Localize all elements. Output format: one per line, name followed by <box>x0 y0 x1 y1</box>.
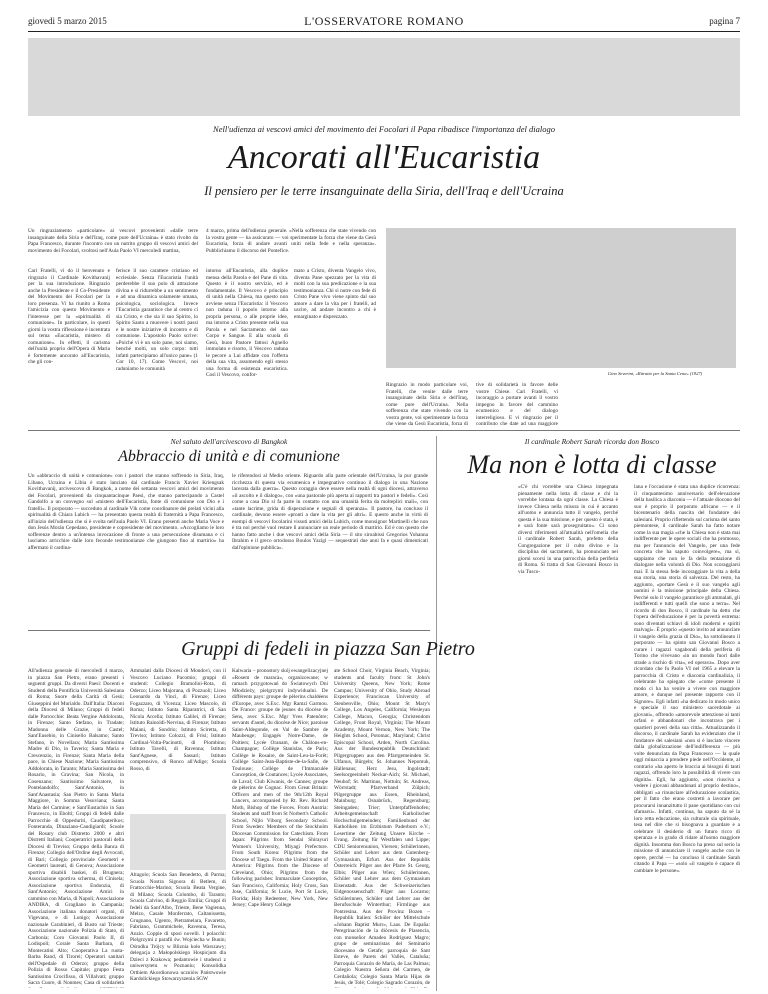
column-divider <box>436 436 437 991</box>
groups-col-4: Kalwaria – pronostory skój ewangelizacyjnej «Rosem de maracà», organizowane; w ramach przygotowań do Światowych Dni Młodzieży, pielgrzymi indywidualni. De différents pays: groupe de pèlerins chaldéens d'Europe, avec S.Exc. Mgr Ramzi Garmou. De France: groupe de jeunes du diocèse de Sens, avec S.Exc. Mgr Yves Patenôtre; servants d'autel, du diocèse de Nice; paroisse Saint-Aldegonde, en Val de Sambre de Maubeuge; Engagés Notre-Dame, de Poitiers; Lycée Oranam, de Châlons-en-Champagne; Collège Stanislas, de Paris; Collège le Rosaire, de Saint-Leu-la-Forêt; Collège Saint-Jean-Baptiste-de-la-Salle, de Toulouse; Collège de l'Immaculée Conception, de Coutances; Lycée Associates, de Laval; Club Kiwanis, de Cannes; groupe de pèlerins de Cognac. From Great Britain: Officers and men of the 9th/12th Royal Lancers, accompanied by Rt. Rev. Richard Moth, Bishop of the Forces. From Austria: Students and staff from St Norbert's Catholic School, Nijlo Viborg Secondary School. From Sweden: Members of the Stockholm Diocesan Commission for Catechism. From Japan: Pilgrims from Sendai Shirayuri Women's University, Miyagi Prefecture. From South Korea: Pilgrims from the Diocese of Taegu. From the United States of America: Pilgrims from the Diocese of Cleveland, Ohio; Pilgrims from the following parishes: Immaculate Conception, San Francisco, California; Holy Cross, San Jose, California; St Lucie, Port St Lucie, Florida; Holy Redeemer, New York, New Jersey; Cape Henry College <box>232 668 328 908</box>
lead-intro-2: 4 marzo, prima dell'udienza generale. «Nella sofferenza che state vivendo con la vostra gente — ha assicurato — voi sperimentate la forza che viene da Gesù Eucaristia, forza di andare avanti uniti nella fede e nella speranza». Pubblichiamo il discorso del Pontefice. <box>206 228 376 254</box>
groups-col-5: ate School Choir, Virginia Beach, Virginia; students and faculty from: St John's University Queens, New York; Rome Campus; University of Ohio, Study Abroad Experience; Franciscan University of Steubenville, Ohio; Mount St Mary's College, Los Angeles, California; Wesleyan College, Macon, Georgia; Christendom College, Front Royal, Virginia; The Mount Academy, Mount Vernon, New York; The Heights School, Potomac, Maryland; Christ Episcopal School, Arden, North Carolina. Aus der Bundesrepublik Deutschland: Pilgergruppen aus den Pfarrgemeinden St. Ulfanus, Bürgeln; St. Johannes Nepomuk, Hallenaus; Herz Jesu, Ingolstadt; Seelsorgeeinheit Neckar-Aich; St. Michael, Neuhof; St. Martinus, Nottuln; St. Andreas, Wörrstadt; Pfarrverband Zülpich; Pilgergruppe aus Essen, Rheinland, Mainburg; Osnabrück, Regensburg; Steingaden; Trier; Unterpfaffenhofen; Arbeitsgemeinschaft Katholischer Hochschulgemeinden; Familienbund der Katholiken im Erzbistum Paderborn e.V.; Lesertime der Zeitung Unsere Kirche – Evang. Zeitung für Westfalen und Lippe; CDU Seniorenunion, Viersen; Schülerinnen, Schüler und Lehrer aus dem Gutenberg-Gymnasium, Erfurt. Aus der Republik Österreich: Pilger aus der Pfarre St. Georg, Elbis; Pilger aus Wien; Schülerinnen, Schüler und Lehrer aus dem Gymnasium Eisenstadt. Aus der Schweizerischen Eidgenossenschaft: Pilger aus Locarno; Schülerinnen, Schüler und Lehrer aus der Berufsschule Winterthur; Firmlinge aus Pontresina. Aus der Provinz Bozen – Republik Italien: Schüler der Mittelschule «Johann Baptist Murr», Laas. De España: Peregrinación de la diócesis de Plasencia, con monseñor Amadeo Rodríguez Magro; grupo de seminaristas del Seminario diocesano de Getafe; parroquia de Sant Esteve, de Parets del Vallès, Cataluña; Parroquia Corazón de María, de Las Palmas; Colegio Nuestra Señora del Carmen, de Cerdañola; Colegio Santa María Hijas de Jesús, de Tolé; Colegio Sagrado Corazón, de <box>334 668 430 986</box>
page-header <box>28 14 740 32</box>
lead-col-1: Cari Fratelli, vi do il benvenuto e ringrazio il Cardinale Kovithavanij per la sua introduzione. Ringrazio anche la Presidente e il Co-Presidente del Movimento dei Focolari per la loro presenza. Vi ha riunito a Roma l'amicizia con questo Movimento e l'interesse per la «spiritualità di comunione». In particolare, in questi giorni la vostra riflessione è incentrata sul tema «Eucaristia, mistero di comunione». In effetti, il carisma dell'unità proprio dell'Opera di Maria è fortemente ancorato all'Eucaristia, che gli con- <box>28 268 110 365</box>
lead-col-4: mato a Cristo, diventa Vangelo vivo, diventa Pane spezzato per la vita di molti con la sua predicazione e la sua testimonianza. Chi si nutre con fede di Cristo Pane vivo viene spinto dal suo amore a dare la vita per i fratelli, ad uscire, ad andare incontro a chi è emarginato e disprezzato. <box>294 268 376 320</box>
lead-col-5: Ringrazio in modo particolare voi, Fratelli, che venite dalle terre insanguinate della Siria e dell'Iraq, come pure dell'Ucraina. Nella sofferenza che state vivendo con la vostra gente, voi sperimentate la forza che viene da Gesù Eucaristia, forza di <box>386 382 468 426</box>
groups-col-2: Ammalati dalla Diocesi di Mondovì, con il Vescovo Luciano Pacomio; gruppi di studenti: Collegio Bramolini-Rota, di Oderzo; Liceo Majorana, di Pozzuoli; Liceo Leonardo da Vinci, di Firenze; Liceo Fogazzaro, di Vicenza; Liceo Mascolo, di Roma; Istituto Santa Riparatrici, di San Nicola Arcella; Istituto Galilei, di Firenze; Istituto Rainoldi-Nervina, di Firenze; Istituto Maiani, di Sondrio; Istituto Sciretta, di Treviso; Istituto Colozzi, di Frisi; Istituto Cardinal-Volta-Pacinotti, di Piombino; Istituto Tavelli, di Ravenna; Istituto Sant'Agnese, di Sassari; Istituto comprensivo, di Ronco all'Adige; Scuola Rosso, di <box>130 668 226 772</box>
lead-title: Ancorati all'Eucaristia <box>227 139 541 176</box>
groups-divider <box>28 630 430 631</box>
masthead: L'OSSERVATORE ROMANO <box>304 14 464 28</box>
header-illustration <box>28 38 740 116</box>
bangkok-kicker: Nel saluto dell'arcivescovo di Bangkok <box>170 437 288 446</box>
groups-col-1: All'udienza generale di mercoledì 4 marzo, in piazza San Pietro, erano presenti i seguenti gruppi. Da diversi Paesi: Docenti e Studenti della Pontificia Università Salesiana di Roma; Suore della Carità di Gesù; Giuseppini del Murialdo. Dall'Italia: Diaconi della Diocesi di Milano; Gruppi di fedeli dalle Parrocchie: Beata Vergine Addolorata, in Firenze; Santo Stefano, in Tradate; Madonna delle Grazie, in Castel; Sant'Eusebio, in Cinisello Balsamo; Santo Stefano, in Novellara; Maria Santissima Madre di Dio, in Taverio; Santa Maria e Crescenzio, in Firenze; Santa Maria della pace, in Chiese Nazione; Maria Santissima Addolorata, in Taranto; Maria Santissima del Rosario, in Gravina; San Nicola, in Cosenzano; Santissimo Salvatore, in Pontelandolfo; Sant'Antonio, in Sant'Anastasia; San Pietro in Santa Maria Maggiore, in Somma Vesuviana; Santa Maria del Carmine; e Sant'Eustachio in San Francesco, in Ebolti; Gruppi di fedeli dalle Parrocchie di Oppeduriti, Caudipaterikos; Fonteranda, Dinaziano-Caudigiardi; Scuole del Rosary club Distretto 2000 e altri Distretti Italiani; Cooperatrici pastorali della Diocesi di Treviso; Gruppo della Banca di Firenze; Collegio dell'Ordine degli Avvocati, di Bari; Collegio provinciale Geometri e Geometri laureati, di Genova; Associazione sportiva disabili baskei, di Brugnera; Associazione sportiva scherma, di Cinisela; Associazione sportiva Endonzia, di Sant'Antonio; Associazione Amici in cammino con Maria, di Napoli; Associazione ANDIRA, di Gragliano in Campania; Associazione italiana donatori organi, di Vigevano, e di Lonigo; Associazione nazionale Carabinieri, di Busto sul Trieste; Associazione nazionale Polizia di Stato, di Carbonia; Coro Giovanni Paolo II, di Lodispoli; Corale Santa Barbara, di Montecatini Alto; Cooperativa La ruota-Barba Rand, di Tirorei; Operatori sanitari dell'Ospedale di Oderzo; gruppo della Polizia di Rosso Capitale; gruppo Festa Santissimo Crocifisso, di Villalvati; gruppo Sacra Cuore, di Nonmes; Casa di solidarietà <box>28 668 124 986</box>
artwork-caption: Gino Severini, «Ritratto per la Santa Cena» (1927) <box>607 371 703 376</box>
groups-col-3: Altagolo; Scuola San Benedetto, di Parma; Scuola Nostra Signora di Betlem, di Frattocchie-Marino; Scuola Beata Vergine, di Milano; Scuola Colombo, di Taranto; Scuola Calvino, di Reggio Emilia; Gruppi di fedeli da Sant'Albo, Trieste, Bene Vagienna, Melzo, Casale Monferrato, Caltanissetta, Grugnano, Ugento, Pietramelara, Favaretto, Fabriano, Grammichele, Ravenna, Teresa, Anzio. Coppie di sposi novelli. I polacchi: Pielgrzymi z parafii św. Wojciecha w Bunin; Ośrodku Trójcy w Bliznia koło Warszawy; delegacja z Małopolskiego Hospicjum dla Dzieci z Krakowa; pedantowie i studenci z uniwersytetu w Poznaniu; Konsolidka Orthiem Akordionowa uczniów Państwowie Kardolickiego Stowarzyszenia SGW <box>130 872 226 982</box>
bangkok-title: Abbraccio di unità e di comunione <box>118 448 340 465</box>
page-number: pagina 7 <box>709 16 740 26</box>
sarah-col-2: lana e l'occasione è stata una duplice ricorrenza: il cinquantesimo anniversario dell'elevazione della basilica a diaconia — è l'attuale diocono del suo è proprio il porporato africano — e il bicentenario della nascita del fondatore dei salesiani. Proprio riflettendo sul carisma del santo piemontese, il cardinale Sarah ha fatto notare come la sua magia «che la Chiesa non è stata mai indifferente per le opere sociali che ha promosso, ma per l'annuncio del Vangelo, per una fede concreta che ha saputo coinvolgere», ma sì, sappiamo che non le fa della tentazione di dialogare nella volontà di Dio. Non scoraggiarsi mai. E la stessa fede incoraggiare la vita a della sua storia, una storia di salvezza. Del resto, ha aggiunto, «portare Gesù e il suo vangelo agli uomini è la missione principale della Chiesa. Perché solo il vangelo garantisce gli ammalati, gli indifferenti e tutti quelli che sono a terra». Nel ricordo di don Bosco, il cardinale ha detto che l'opera dell'educazione è per la povertà estrema: sono diventati schiavi di idoli moderni e spiriti malvagi». È proprio «questo invito ad annunciare il vangelo della grazia di Dio», ha sottolineato il porporato — ha spinto san Giovanni Bosco a curare i ragazzi vagabondi della periferia di Torino che vivevano «in un mondo fuori dalle strade a rischio di vita», ed operava». Dopo aver ricordato che fu Paolo VI nel 1965 a elevare la parrocchia di Cristo e diaconia cardinalizia, il celebrante ha spiegato che «come presente il modo ci ha ha venire a vivere con maggiore amore, e dunque nel presente rapporto con il Signore». Egli infatti «ha dedicato in modo unico e speciale il suo ministero sacerdotale ai giovani», offrendo «amorevole attenzione ai tanti orfani e abbandonati che incontrava per i quartieri poveri della sua città». Attualizzando il discorso, il cardinale Sarah ha evidenziato che il fondatore dei salesiani «non si è lasciato vincere dalla globalizzazione dell'indifferenza — più volte denunciata da Papa Francesco — la quale oggi minaccia a prendere piede nell'Occidente, al contrario «ha aperto le braccia ai bisogni di tanti ragazzi, offrendo loro la possibilità di vivere con dignità». Egli, ha aggiunto, «non riusciva a vedere i giovani abbandonati al proprio destino», obbligati «a rinunciare all'educazione scolastica, per il fatto che erano costretti a lavorare per procurarsi innanzitutto il pane quotidiano con cui sfamarsi». Infatti, continua, ha saputo da sé la loro retta educazione, sia culturale sia spirituale, tesa nel dire che si bisognava a guardare e a celebrare il desiderio di un futuro ricco di speranza e in grado di ridare all'uomo maggiore dignità. Insomma don Bosco ha preso sul serio la missione di annunciare il vangelo anche con le opere, perché — ha concluso il cardinale Sarah citando il Papa — «solo «il vangelo è capace di cambiare le persone». <box>634 484 740 874</box>
lead-col-2: ferisce il suo carattere cristiano ed ecclesiale. Senza l'Eucaristia l'unità perderebbe il suo polo di attrazione divina e si ridurrebbe a un sentimento e ad una dinamica solamente umana, psicologica, sociologica. Invece l'Eucaristia garantisce che al centro ci sia Cristo, e che sia il suo Spirito, lo Spirito Santo a muovere i nostri passi e le nostre iniziative di incontro e di comunione. L'apostolo Paolo scrive: «Poiché vi è un solo pane, noi siamo, benché molti, un solo corpo: tutti infatti partecipiamo all'unico pane» (1 Cor 10, 17). Come Vescovi, noi raduniamo le comunità <box>116 268 198 372</box>
sarah-col-1: «C'è chi vorrebbe una Chiesa impegnata pienamente nella lotta di classe e chi la vorrebbe lontana da ogni classe. La Chiesa è invece Chiesa nella misura in cui è accanto all'uomo e annuncia tutto il vangelo, perché questa è la sua missione, e per questo è stata, è e sarà fonte sarà prosegruitato». Ci sono diversi riferimenti all'attualità nell'omelia che il cardinale Robert Sarah, prefetto della Congregazione per il culto divino e la disciplina dei sacramenti, ha pronunciato nei giorni scorsi in una parrocchia della periferia di Roma. Si tratta di San Giovanni Bosco in via Tusco- <box>518 484 618 575</box>
bangkok-col-1: Un «abbraccio di unità e comunione» con i pastori che stanno soffrendo in Siria, Iraq, Libano, Ucraina e Libia è stato lanciato dal cardinale Francis Xavier Kriengsak Kovithavanij, arcivescovo di Bangkok, a nome dei settanta vescovi amici del movimento dei Focolari, provenienti da cinquantacinque Paesi, che stanno partecipando a Castel Gandolfo a un convegno sul «mistero dell'Eucaristia, fonte di comunione con Dio e i fratelli». Il porporato — succeduto al cardinale Vlk come coordinatore dei prelati vicini alla spiritualità di Chiara Lubich — ha presentato questa realtà di fraternità a Papa Francesco, all'inizio dell'udienza che si è svolta nell'aula Paolo VI. Erano presenti anche Maria Voce e don Jesús Morán Cepedano, presidente e copresidente del movimento. «Accogliamo le loro sofferenze dentro a un'intensa invocazione di fronte a una persecuzione disumana e ci lasciamo arricchire dalle loro feconde testimonianze che giungono fino al martirio» ha affermato il cardina- <box>28 473 224 551</box>
sarah-kicker: Il cardinale Robert Sarah ricorda don Bosco <box>524 437 660 446</box>
lead-kicker: Nell'udienza ai vescovi amici del movimento dei Focolari il Papa ribadisce l'importanza del dialogo <box>213 124 555 134</box>
artwork-image <box>386 228 736 368</box>
sarah-title: Ma non è lotta di classe <box>467 450 717 479</box>
groups-title: Gruppi di fedeli in piazza San Pietro <box>181 638 475 660</box>
issue-date: giovedì 5 marzo 2015 <box>28 16 107 26</box>
lead-col-6: tive di solidarietà in favore delle vostre Chiese. Cari Fratelli, vi incoraggio a portare avanti il vostro impegno in favore del cammino ecumenico e del dialogo interreligioso. E vi ringrazio per il contributo che date ad una maggiore <box>476 382 558 426</box>
groups-inset <box>130 814 226 870</box>
section-divider <box>28 430 740 431</box>
lead-intro-1: Un ringraziamento «particolare» ai vescovi provenienti «dalle terre insanguinate della Siria e dell'Iraq, come pure dell'Ucraina» è stato rivolto da Papa Francesco, durante l'incontro con un nutrito gruppo di vescovi amici del movimento dei Focolari, svoltosi nell'Aula Paolo VI mercoledì mattina, <box>28 228 198 254</box>
bangkok-col-2: le riferendosi al Medio oriente. Riguardo alla parte orientale dell'Ucraina, la pur grande ricchezza di questa via ecumenica e impegnativo continuo il dialogo in una Nazione lacerata dalla guerra». Questo coraggio deve essere nella realtà di ogni diocesi, attraverso «il ascolto e il dialogo», con «una pastorale più aperta ai rapporti tra pastori e fedeli». Così come a casa Dio si fa parte in contatto con una umanità ferita da molteplici mali», con «tante lacrime, grida di disperazione e segnali di speranza». Il pastore, ha concluso il cardinale, devono essere «pronti a dare la vita per gli altri». E questo anche in virtù di esempi di vescovi focolarini vissuti amici della Lubich, come monsignor Martinelli che non è tra noi perché vuol restare lì annunciare un reale periodo di martirio. Ed è con questo che hanno fatto anche i due vescovi amici della Siria — il sito siroabissi Gregorios Yohanna Ibrahim e il greco ortodosso Boulos Yazigi — sequestrati due anni fa e quasi dimenticati dall'opinione pubblica». <box>232 473 428 551</box>
lead-col-3: intorno all'Eucaristia, alla duplice mensa della Parola e del Pane di vita. Questo è il nostro servizio, ed è fondamentale. Il Vescovo è principio di unità nella Chiesa, ma questo non avviene senza l'Eucaristia: il Vescovo non raduna il popolo intorno alla propria persona, o alle proprie idee, ma intorno a Cristo presente nella sua Parola e nel Sacramento del suo Corpo e Sangue. E alla scuola di Gesù, buon Pastore fattosi Agnello immolato e risorto, il Vescovo raduna le pecore a Lui affidate con l'offerta della sua vita, assumendo egli stesso una forma di esistenza eucaristica. Così il Vescovo, confor- <box>206 268 288 378</box>
lead-subtitle: Il pensiero per le terre insanguinate della Siria, dell'Iraq e dell'Ucraina <box>204 184 564 198</box>
